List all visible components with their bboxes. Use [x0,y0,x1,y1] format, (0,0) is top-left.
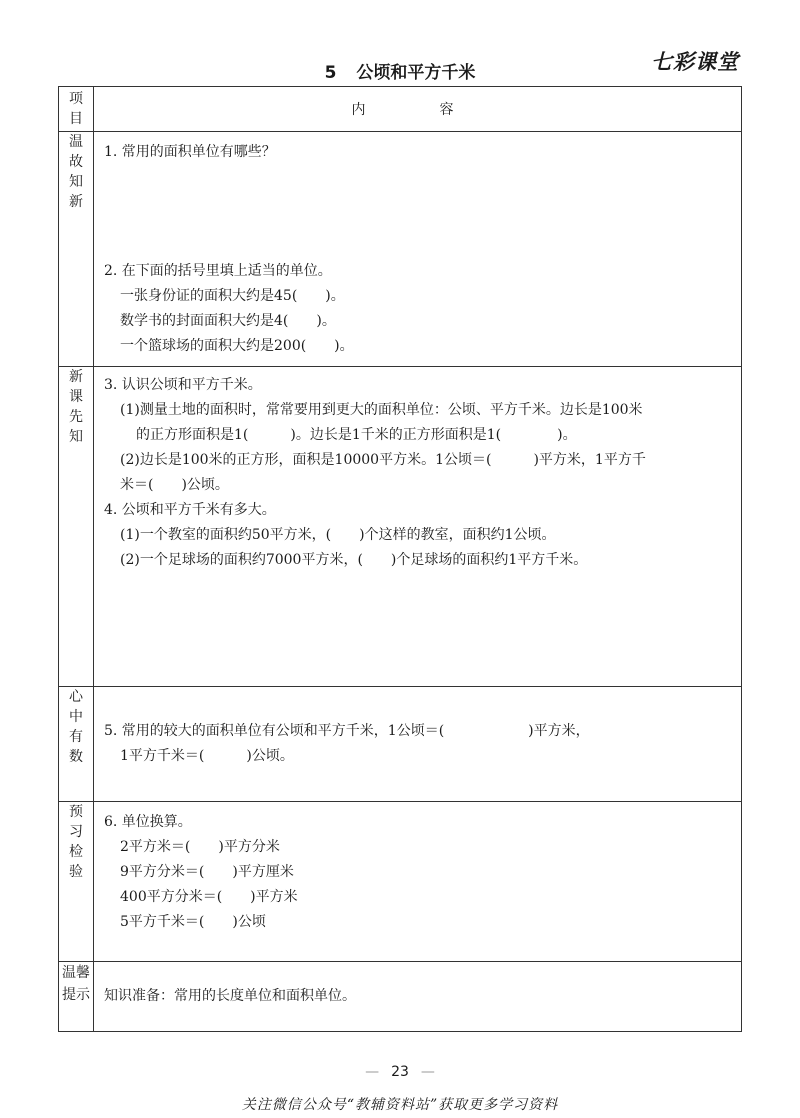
label-text: 温故知新 [69,134,83,210]
label-text: 新课先知 [69,369,83,445]
tip-text: 知识准备：常用的长度单位和面积单位。 [104,988,356,1004]
section-label-review [59,132,94,367]
question-5: 5. 常用的较大的面积单位有公顷和平方千米，1公顷＝( )平方米， [104,723,590,739]
section-label-tips [59,962,94,1032]
question-4-part-1: (1)一个教室的面积约50平方米，( )个这样的教室，面积约1公顷。 [120,527,556,543]
table-header-row [59,87,742,132]
question-2-item: 一张身份证的面积大约是45( )。 [120,288,345,304]
lesson-number: 5 [324,63,337,83]
brand-logo: 七彩课堂 [651,50,739,74]
question-6: 6. 单位换算。 [104,814,192,830]
footer-note: 关注微信公众号“教辅资料站”获取更多学习资料 [241,1097,559,1113]
question-2: 2. 在下面的括号里填上适当的单位。 [104,263,332,279]
page-number-text: 23 [391,1064,409,1080]
header-item-text: 项目 [69,91,83,127]
section-tips [59,962,742,1032]
section-content-preview [94,367,742,687]
question-5-cont: 1平方千米＝( )公顷。 [120,748,294,764]
section-review [59,132,742,367]
question-4-part-2: (2)一个足球场的面积约7000平方米，( )个足球场的面积约1平方千米。 [120,552,588,568]
header-content: 内 容 [94,87,742,132]
question-3-part-2-cont: 米＝( )公顷。 [120,477,229,493]
conversion-item: 400平方分米＝( )平方米 [120,889,298,905]
section-check [59,802,742,962]
question-3-part-1-cont: 的正方形面积是1( )。边长是1千米的正方形面积是1( )。 [136,427,577,443]
page-number: — 23 — [365,1064,435,1080]
label-text: 心中有数 [69,689,83,765]
conversion-item: 9平方分米＝( )平方厘米 [120,864,294,880]
lesson-title: 公顷和平方千米 [356,63,476,83]
section-label-summary [59,687,94,802]
header-item [59,87,94,132]
section-label-check [59,802,94,962]
label-text: 预习检验 [69,804,83,880]
section-preview [59,367,742,687]
section-summary [59,687,742,802]
question-4: 4. 公顷和平方千米有多大。 [104,502,276,518]
label-text: 温馨提示 [62,965,90,1003]
conversion-item: 2平方米＝( )平方分米 [120,839,280,855]
lesson-table [58,86,742,1032]
section-label-preview [59,367,94,687]
question-1: 1. 常用的面积单位有哪些？ [104,144,276,160]
section-content-review [94,132,742,367]
question-2-item: 数学书的封面面积大约是4( )。 [120,313,336,329]
question-3-part-1: (1)测量土地的面积时，常常要用到更大的面积单位：公顷、平方千米。边长是100米 [120,402,643,418]
section-content-tips [94,962,742,1032]
conversion-item: 5平方千米＝( )公顷 [120,914,266,930]
question-3: 3. 认识公顷和平方千米。 [104,377,262,393]
question-3-part-2: (2)边长是100米的正方形，面积是10000平方米。1公顷＝( )平方米，1平方千 [120,452,646,468]
section-content-summary [94,687,742,802]
question-2-item: 一个篮球场的面积大约是200( )。 [120,338,354,354]
section-content-check [94,802,742,962]
